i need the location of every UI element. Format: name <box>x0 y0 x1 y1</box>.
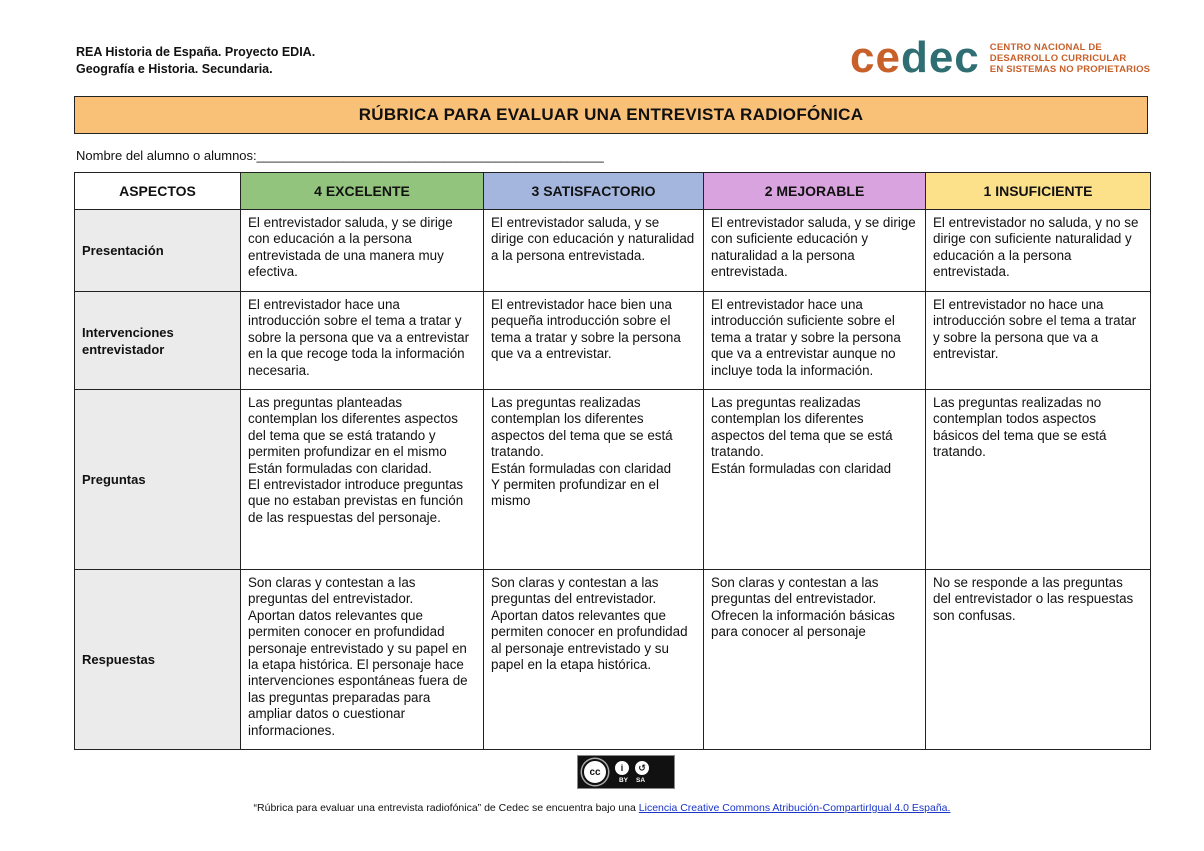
aspect-presentacion: Presentación <box>75 210 241 292</box>
cc-by-sa-badge[interactable] <box>577 755 675 789</box>
table-cell <box>241 210 484 292</box>
header-line-1: REA Historia de España. Proyecto EDIA. <box>76 45 316 59</box>
cell-text: El entrevistador hace una introducción sobre el tema a tratar y sobre la persona que va a entrevistar en la que recoge toda la información necesaria. <box>248 297 470 378</box>
logo-sub-line-3: EN SISTEMAS NO PROPIETARIOS <box>989 63 1151 75</box>
logo-sub-line-2: DESARROLLO CURRICULAR <box>989 52 1127 64</box>
document-header <box>76 44 315 78</box>
table-cell <box>484 210 704 292</box>
footer-text: “Rúbrica para evaluar una entrevista radiofónica” de Cedec se encuentra bajo una <box>253 802 639 814</box>
sa-share-alike-icon: ↺ <box>634 760 650 776</box>
table-header-row <box>75 173 1151 210</box>
by-label: BY <box>618 777 628 784</box>
header-excelente: 4 EXCELENTE <box>241 173 484 210</box>
table-row <box>75 390 1151 570</box>
cc-attribution-icons <box>614 760 650 784</box>
cell-text: Las preguntas realizadas no contemplan todos aspectos básicos del tema que se está tratando. <box>933 395 1107 460</box>
table-cell <box>926 570 1151 750</box>
cell-text: Son claras y contestan a las preguntas del entrevistador. Aportan datos relevantes que permiten conocer en profundidad al personaje entrevistado y su papel en la etapa histórica. <box>491 575 688 673</box>
header-satisfactorio: 3 SATISFACTORIO <box>484 173 704 210</box>
table-cell <box>704 292 926 390</box>
cell-text: El entrevistador saluda, y se dirige con educación y naturalidad a la persona entrevistada. <box>491 215 695 263</box>
table-cell <box>704 390 926 570</box>
cell-text: El entrevistador no saluda, y no se dirige con suficiente naturalidad y educación a la persona entrevistada. <box>933 215 1139 280</box>
logo-word-part2: dec <box>900 33 980 82</box>
rubric-table <box>74 172 1151 750</box>
table-row <box>75 292 1151 390</box>
table-cell <box>484 570 704 750</box>
table-cell <box>704 210 926 292</box>
cell-text: No se responde a las preguntas del entrevistador o las respuestas son confusas. <box>933 575 1134 623</box>
table-cell <box>926 210 1151 292</box>
header-line-2: Geografía e Historia. Secundaria. <box>76 62 273 76</box>
cell-text: El entrevistador hace bien una pequeña introducción sobre el tema a tratar y sobre la persona que va a entrevistar. <box>491 297 681 362</box>
header-mejorable: 2 MEJORABLE <box>704 173 926 210</box>
cedec-logo <box>850 33 1151 82</box>
cell-text: Las preguntas realizadas contemplan los diferentes aspectos del tema que se está tratando. Están formuladas con claridad <box>711 395 893 476</box>
header-aspectos: ASPECTOS <box>75 173 241 210</box>
table-cell <box>241 292 484 390</box>
cell-text: El entrevistador no hace una introducción sobre el tema a tratar y sobre la persona que va a entrevistar. <box>933 297 1137 362</box>
cell-text: El entrevistador saluda, y se dirige con suficiente educación y naturalidad a la persona entrevistada. <box>711 215 916 280</box>
header-insuficiente: 1 INSUFICIENTE <box>926 173 1151 210</box>
table-cell <box>241 390 484 570</box>
license-footer <box>0 802 1204 814</box>
table-row <box>75 570 1151 750</box>
table-cell <box>484 292 704 390</box>
cell-text: El entrevistador saluda, y se dirige con educación a la persona entrevistada de una manera muy efectiva. <box>248 215 453 280</box>
cell-text: Son claras y contestan a las preguntas del entrevistador. Ofrecen la información básicas para conocer al personaje <box>711 575 895 640</box>
cc-icon: cc <box>582 759 608 785</box>
cell-text: Son claras y contestan a las preguntas del entrevistador. Aportan datos relevantes que permiten conocer en profundidad personaje entrevistado y su papel en la etapa histórica. El personaje hace intervenciones espontáneas fuera de las preguntas preparadas para ampliar datos o cuestionar informaciones. <box>248 575 468 738</box>
aspect-respuestas: Respuestas <box>75 570 241 750</box>
logo-subtitle <box>990 42 1150 75</box>
aspect-preguntas: Preguntas <box>75 390 241 570</box>
logo-wordmark <box>850 33 980 82</box>
logo-word-part1: ce <box>850 33 901 82</box>
table-cell <box>926 292 1151 390</box>
cell-text: El entrevistador hace una introducción suficiente sobre el tema a tratar y sobre la persona que va a entrevistar aunque no incluye toda la información. <box>711 297 901 378</box>
cell-text: Las preguntas planteadas contemplan los diferentes aspectos del tema que se está tratando y permiten profundizar en el mismo Están formuladas con claridad. El entrevistador introduce preguntas que no estaban previstas en función de las respuestas del personaje. <box>248 395 464 525</box>
table-cell <box>484 390 704 570</box>
aspect-intervenciones: Intervenciones entrevistador <box>75 292 241 390</box>
rubric-title: RÚBRICA PARA EVALUAR UNA ENTREVISTA RADIOFÓNICA <box>74 96 1148 134</box>
student-name-line: Nombre del alumno o alumnos:________________________________________________ <box>76 148 604 163</box>
sa-label: SA <box>636 777 646 784</box>
logo-sub-line-1: CENTRO NACIONAL DE <box>989 41 1102 53</box>
by-person-icon: i <box>614 760 630 776</box>
table-cell <box>704 570 926 750</box>
table-cell <box>926 390 1151 570</box>
table-cell <box>241 570 484 750</box>
cell-text: Las preguntas realizadas contemplan los diferentes aspectos del tema que se está tratando. Están formuladas con claridad Y permiten profundizar en el mismo <box>491 395 673 509</box>
license-link[interactable]: Licencia Creative Commons Atribución-CompartirIgual 4.0 España. <box>638 802 951 814</box>
table-row <box>75 210 1151 292</box>
